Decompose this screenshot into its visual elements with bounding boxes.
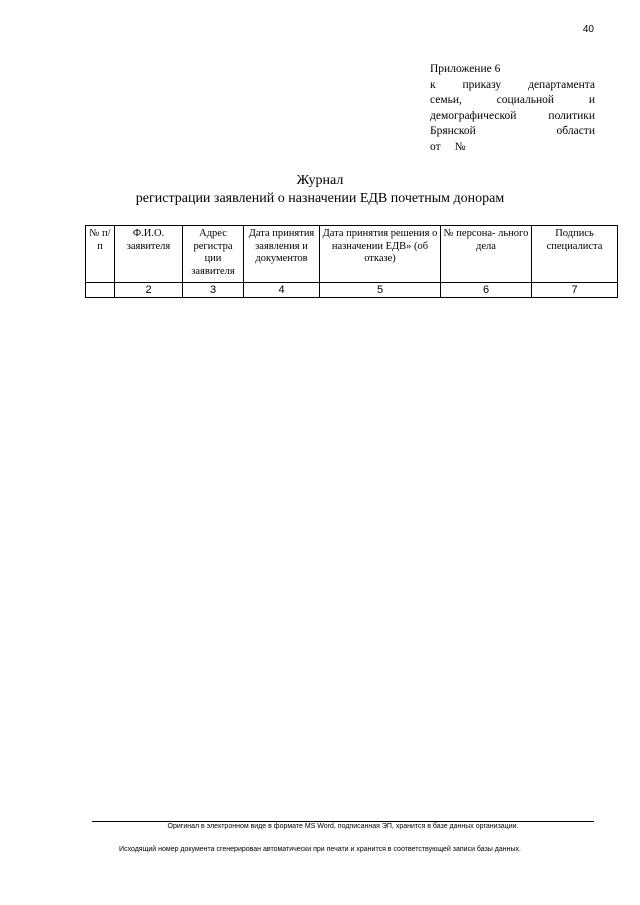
footer-note-original: Оригинал в электронном виде в формате MS Word, подписанная ЭП, хранится в базе данных организации.: [167, 823, 519, 830]
column-number-cell: 6: [441, 283, 532, 298]
header-personal-file-number: № персона- льного дела: [441, 226, 532, 283]
column-number-cell: 7: [532, 283, 618, 298]
column-number-cell: 3: [183, 283, 244, 298]
appendix-date-number: [430, 140, 595, 156]
header-registration-address: Адрес регистра ции заявителя: [183, 226, 244, 283]
column-number-cell: 5: [320, 283, 441, 298]
header-number: № п/п: [86, 226, 115, 283]
footer-note-number: Исходящий номер документа сгенерирован автоматически при печати и хранится в соответствующей записи базы данных.: [119, 846, 521, 853]
column-number-cell: 2: [115, 283, 183, 298]
table-row: [86, 283, 618, 298]
column-number-cell: 4: [244, 283, 320, 298]
appendix-block: [430, 62, 595, 155]
appendix-title: Приложение 6: [430, 63, 501, 75]
header-decision-date: Дата принятия решения о назначении ЕДВ» (об отказе): [320, 226, 441, 283]
journal-table: [85, 225, 618, 298]
column-number-cell: [86, 283, 115, 298]
table-header-row: [86, 226, 618, 283]
footer-divider: [92, 821, 594, 822]
header-application-date: Дата принятия заявления и документов: [244, 226, 320, 283]
appendix-line-2: к приказу департамента: [430, 78, 595, 91]
appendix-line-4: демографической политики: [430, 109, 595, 122]
appendix-line-3: семьи, социальной и: [430, 94, 595, 106]
appendix-line-5: Брянской области: [430, 125, 595, 137]
header-specialist-signature: Подпись специалиста: [532, 226, 618, 283]
title-line-1: Журнал: [296, 173, 344, 188]
document-title: [0, 172, 640, 208]
appendix-number-label: №: [454, 140, 466, 153]
page-number: 40: [582, 24, 594, 35]
appendix-date-label: от: [430, 140, 441, 153]
header-applicant-name: Ф.И.О. заявителя: [115, 226, 183, 283]
title-line-2: регистрации заявлений о назначении ЕДВ почетным донорам: [135, 191, 505, 206]
